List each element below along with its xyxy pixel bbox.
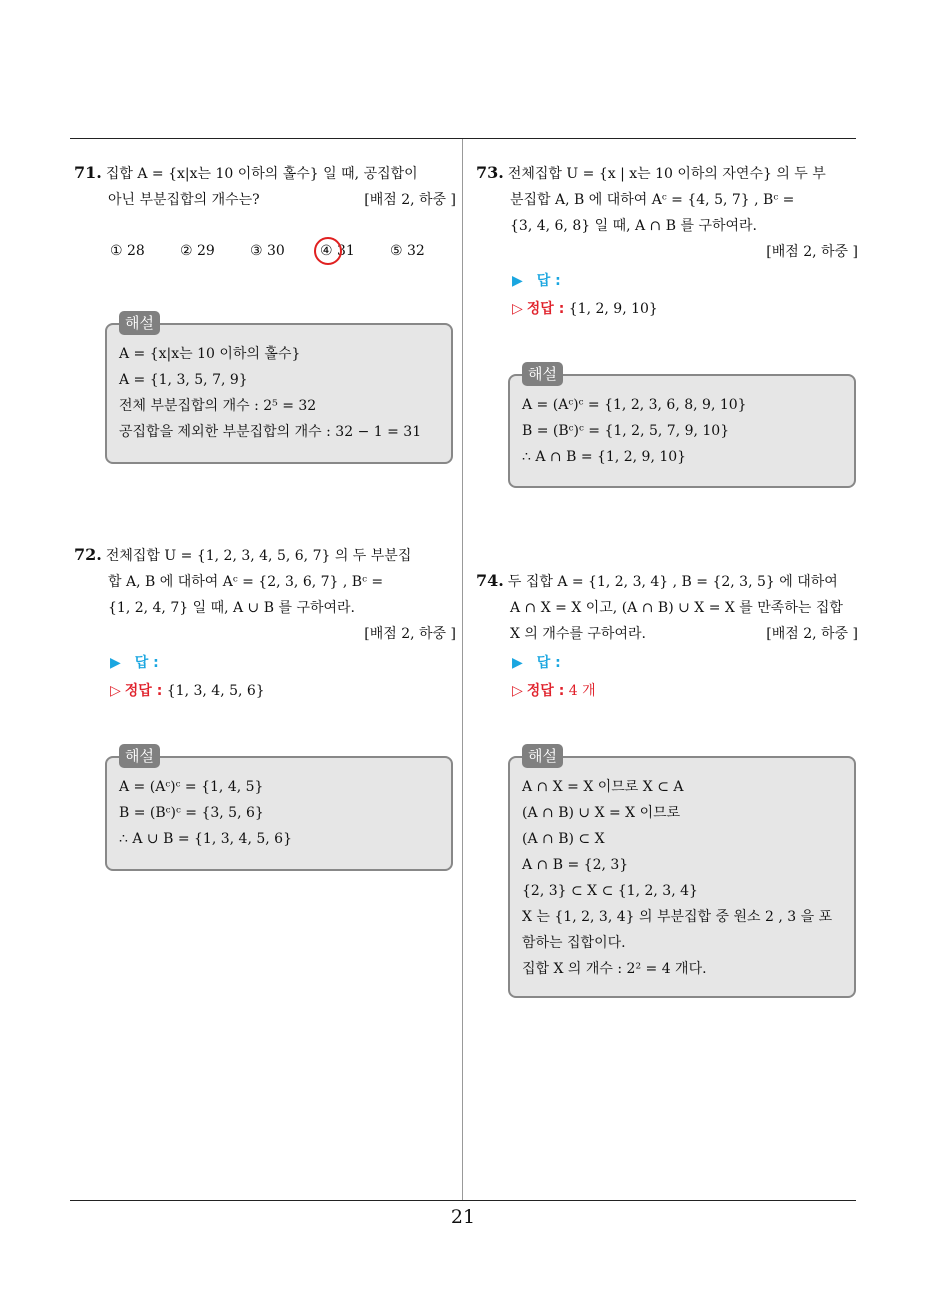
correct-label: 정답 : bbox=[526, 683, 565, 699]
solution-line: B = (Bᶜ)ᶜ = {3, 5, 6} bbox=[119, 805, 264, 821]
bottom-rule bbox=[70, 1200, 856, 1201]
solution-line: A = (Aᶜ)ᶜ = {1, 2, 3, 6, 8, 9, 10} bbox=[522, 397, 747, 413]
problem-meta: [배점 2, 하중 ] bbox=[766, 626, 858, 642]
problem-text: 합 A, B 에 대하여 Aᶜ = {2, 3, 6, 7} , Bᶜ = bbox=[108, 574, 384, 590]
choice-2[interactable]: ② 29 bbox=[180, 243, 215, 259]
problem-text: A ∩ X = X 이고, (A ∩ B) ∪ X = X 를 만족하는 집합 bbox=[510, 600, 843, 616]
problem-text: {1, 2, 4, 7} 일 때, A ∪ B 를 구하여라. bbox=[108, 600, 355, 616]
solution-line: A = {x|x는 10 이하의 홀수} bbox=[119, 346, 301, 362]
solution-line: A = {1, 3, 5, 7, 9} bbox=[119, 372, 248, 388]
problem-73 bbox=[476, 160, 858, 265]
outline-triangle-icon: ▷ bbox=[110, 683, 121, 699]
solution-line: (A ∩ B) ⊂ X bbox=[522, 831, 605, 847]
choice-1[interactable]: ① 28 bbox=[110, 243, 145, 259]
solution-line: A ∩ B = {2, 3} bbox=[522, 857, 629, 873]
choice-3[interactable]: ③ 30 bbox=[250, 243, 285, 259]
selected-answer-circle-icon bbox=[314, 237, 342, 265]
problem-71 bbox=[74, 160, 456, 213]
play-triangle-icon: ▶ bbox=[512, 655, 523, 671]
solution-line: {2, 3} ⊂ X ⊂ {1, 2, 3, 4} bbox=[522, 883, 698, 899]
problem-meta: [배점 2, 하중 ] bbox=[766, 244, 858, 260]
answer-label: 답 : bbox=[536, 273, 561, 289]
solution-box-74 bbox=[508, 747, 856, 998]
solution-line: 함하는 집합이다. bbox=[522, 935, 626, 951]
play-triangle-icon: ▶ bbox=[512, 273, 523, 289]
solution-line: 전체 부분집합의 개수 : 2⁵ = 32 bbox=[119, 398, 317, 414]
choice-4[interactable]: ④ 31 bbox=[320, 243, 390, 259]
correct-row-73 bbox=[512, 296, 658, 322]
problem-text: 전체집합 U = {1, 2, 3, 4, 5, 6, 7} 의 두 부분집 bbox=[105, 548, 412, 564]
solution-line: X 는 {1, 2, 3, 4} 의 부분집합 중 원소 2 , 3 을 포 bbox=[522, 909, 833, 925]
top-rule bbox=[70, 138, 856, 139]
problem-text: 두 집합 A = {1, 2, 3, 4} , B = {2, 3, 5} 에 대하여 bbox=[507, 574, 838, 590]
problem-number: 73. bbox=[476, 163, 504, 182]
choice-list bbox=[110, 243, 460, 259]
problem-72 bbox=[74, 542, 456, 647]
solution-line: A = (Aᶜ)ᶜ = {1, 4, 5} bbox=[119, 779, 264, 795]
solution-tag: 해설 bbox=[522, 362, 563, 386]
problem-74 bbox=[476, 568, 858, 647]
solution-box-73 bbox=[508, 365, 856, 488]
correct-value: 4 개 bbox=[568, 683, 596, 699]
problem-number: 74. bbox=[476, 571, 504, 590]
solution-tag: 해설 bbox=[119, 744, 160, 768]
solution-line: ∴ A ∪ B = {1, 3, 4, 5, 6} bbox=[119, 831, 292, 847]
solution-box-72 bbox=[105, 747, 453, 871]
solution-line: 공집합을 제외한 부분집합의 개수 : 32 − 1 = 31 bbox=[119, 424, 422, 440]
problem-text: 집합 A = {x|x는 10 이하의 홀수} 일 때, 공집합이 bbox=[105, 166, 418, 182]
problem-number: 71. bbox=[74, 163, 102, 182]
solution-line: 집합 X 의 개수 : 2² = 4 개다. bbox=[522, 961, 707, 977]
solution-line: A ∩ X = X 이므로 X ⊂ A bbox=[522, 779, 684, 795]
correct-value: {1, 2, 9, 10} bbox=[568, 301, 658, 317]
solution-tag: 해설 bbox=[119, 311, 160, 335]
problem-text: 아닌 부분집합의 개수는? bbox=[108, 192, 260, 208]
problem-text: {3, 4, 6, 8} 일 때, A ∩ B 를 구하여라. bbox=[510, 218, 757, 234]
play-triangle-icon: ▶ bbox=[110, 655, 121, 671]
choice-5[interactable]: ⑤ 32 bbox=[390, 243, 425, 259]
correct-label: 정답 : bbox=[124, 683, 163, 699]
answer-label: 답 : bbox=[536, 655, 561, 671]
solution-tag: 해설 bbox=[522, 744, 563, 768]
solution-line: ∴ A ∩ B = {1, 2, 9, 10} bbox=[522, 449, 687, 465]
correct-row-74 bbox=[512, 678, 596, 704]
page-number: 21 bbox=[450, 1206, 476, 1228]
outline-triangle-icon: ▷ bbox=[512, 683, 523, 699]
answer-row-72 bbox=[110, 650, 159, 676]
correct-label: 정답 : bbox=[526, 301, 565, 317]
answer-row-73 bbox=[512, 268, 561, 294]
answer-label: 답 : bbox=[134, 655, 159, 671]
problem-text: 분집합 A, B 에 대하여 Aᶜ = {4, 5, 7} , Bᶜ = bbox=[510, 192, 795, 208]
problem-text: 전체집합 U = {x | x는 10 이하의 자연수} 의 두 부 bbox=[507, 166, 826, 182]
outline-triangle-icon: ▷ bbox=[512, 301, 523, 317]
solution-line: (A ∩ B) ∪ X = X 이므로 bbox=[522, 805, 681, 821]
correct-row-72 bbox=[110, 678, 265, 704]
answer-row-74 bbox=[512, 650, 561, 676]
column-divider bbox=[462, 139, 463, 1201]
solution-line: B = (Bᶜ)ᶜ = {1, 2, 5, 7, 9, 10} bbox=[522, 423, 730, 439]
correct-value: {1, 3, 4, 5, 6} bbox=[166, 683, 265, 699]
problem-meta: [배점 2, 하중 ] bbox=[364, 626, 456, 642]
problem-number: 72. bbox=[74, 545, 102, 564]
problem-text: X 의 개수를 구하여라. bbox=[510, 626, 646, 642]
solution-box-71 bbox=[105, 314, 453, 464]
problem-meta: [배점 2, 하중 ] bbox=[364, 192, 456, 208]
